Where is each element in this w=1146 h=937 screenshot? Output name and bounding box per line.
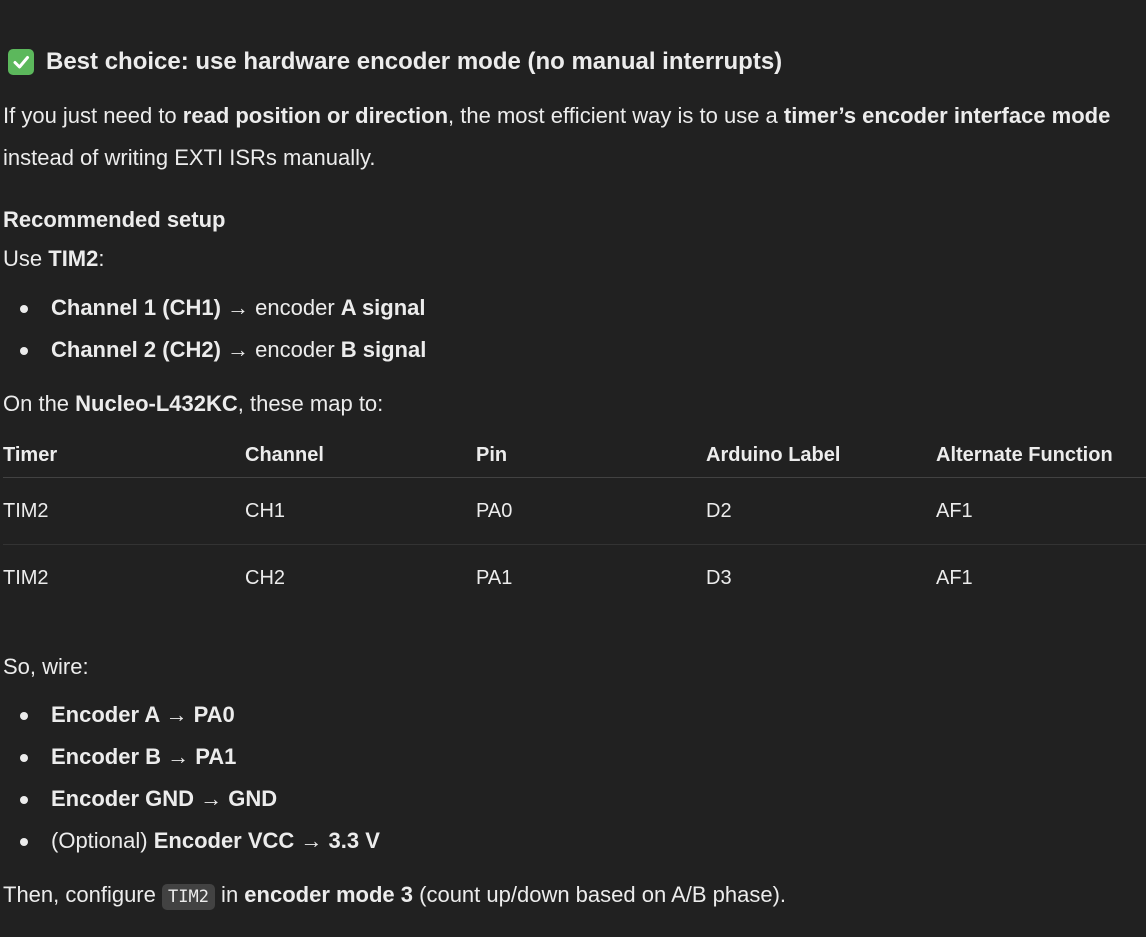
use-timer-line: Use TIM2:: [3, 246, 105, 271]
list-item: Encoder B → PA1: [3, 736, 380, 778]
list-item: Encoder A → PA0: [3, 694, 380, 736]
pin-mapping-table: [3, 433, 1146, 611]
setup-title: Recommended setup: [3, 207, 226, 232]
inline-code: TIM2: [162, 884, 215, 910]
table-cell: PA0: [476, 478, 706, 545]
table-cell: D3: [706, 567, 732, 589]
table-cell: CH2: [245, 567, 286, 589]
column-header: Channel: [245, 433, 476, 478]
table-row: [3, 478, 1146, 545]
column-header: Timer: [3, 433, 245, 478]
list-item: Channel 2 (CH2) → encoder B signal: [3, 329, 426, 371]
table-header-row: [3, 433, 1146, 478]
table-cell: AF1: [936, 567, 973, 589]
config-paragraph: Then, configure TIM2 in encoder mode 3 (count up/down based on A/B phase).: [3, 874, 786, 918]
list-item: (Optional) Encoder VCC → 3.3 V: [3, 820, 380, 862]
channel-list: [3, 287, 426, 371]
list-item: Channel 1 (CH1) → encoder A signal: [3, 287, 426, 329]
wiring-list: [3, 694, 380, 862]
table-cell: CH1: [245, 478, 476, 545]
table-cell: TIM2: [3, 567, 49, 589]
table-row: [3, 545, 1146, 612]
section-heading: [8, 42, 782, 82]
column-header: Pin: [476, 433, 706, 478]
list-item: Encoder GND → GND: [3, 778, 380, 820]
column-header: Alternate Function: [936, 433, 1146, 478]
table-cell: TIM2: [3, 478, 245, 545]
intro-paragraph: If you just need to read position or direction, the most efficient way is to use a timer’s encoder interface mode instead of writing EXTI ISRs manually.: [3, 103, 1111, 170]
wire-intro: So, wire:: [3, 654, 89, 679]
heading-text: Best choice: use hardware encoder mode (no manual interrupts): [46, 48, 783, 75]
table-cell: AF1: [936, 478, 1146, 545]
check-mark-icon: [8, 49, 34, 75]
column-header: Arduino Label: [706, 433, 936, 478]
table-cell: PA1: [476, 567, 513, 589]
table-cell: D2: [706, 478, 936, 545]
setup-paragraph: [3, 200, 226, 278]
board-paragraph: On the Nucleo-L432KC, these map to:: [3, 391, 384, 416]
